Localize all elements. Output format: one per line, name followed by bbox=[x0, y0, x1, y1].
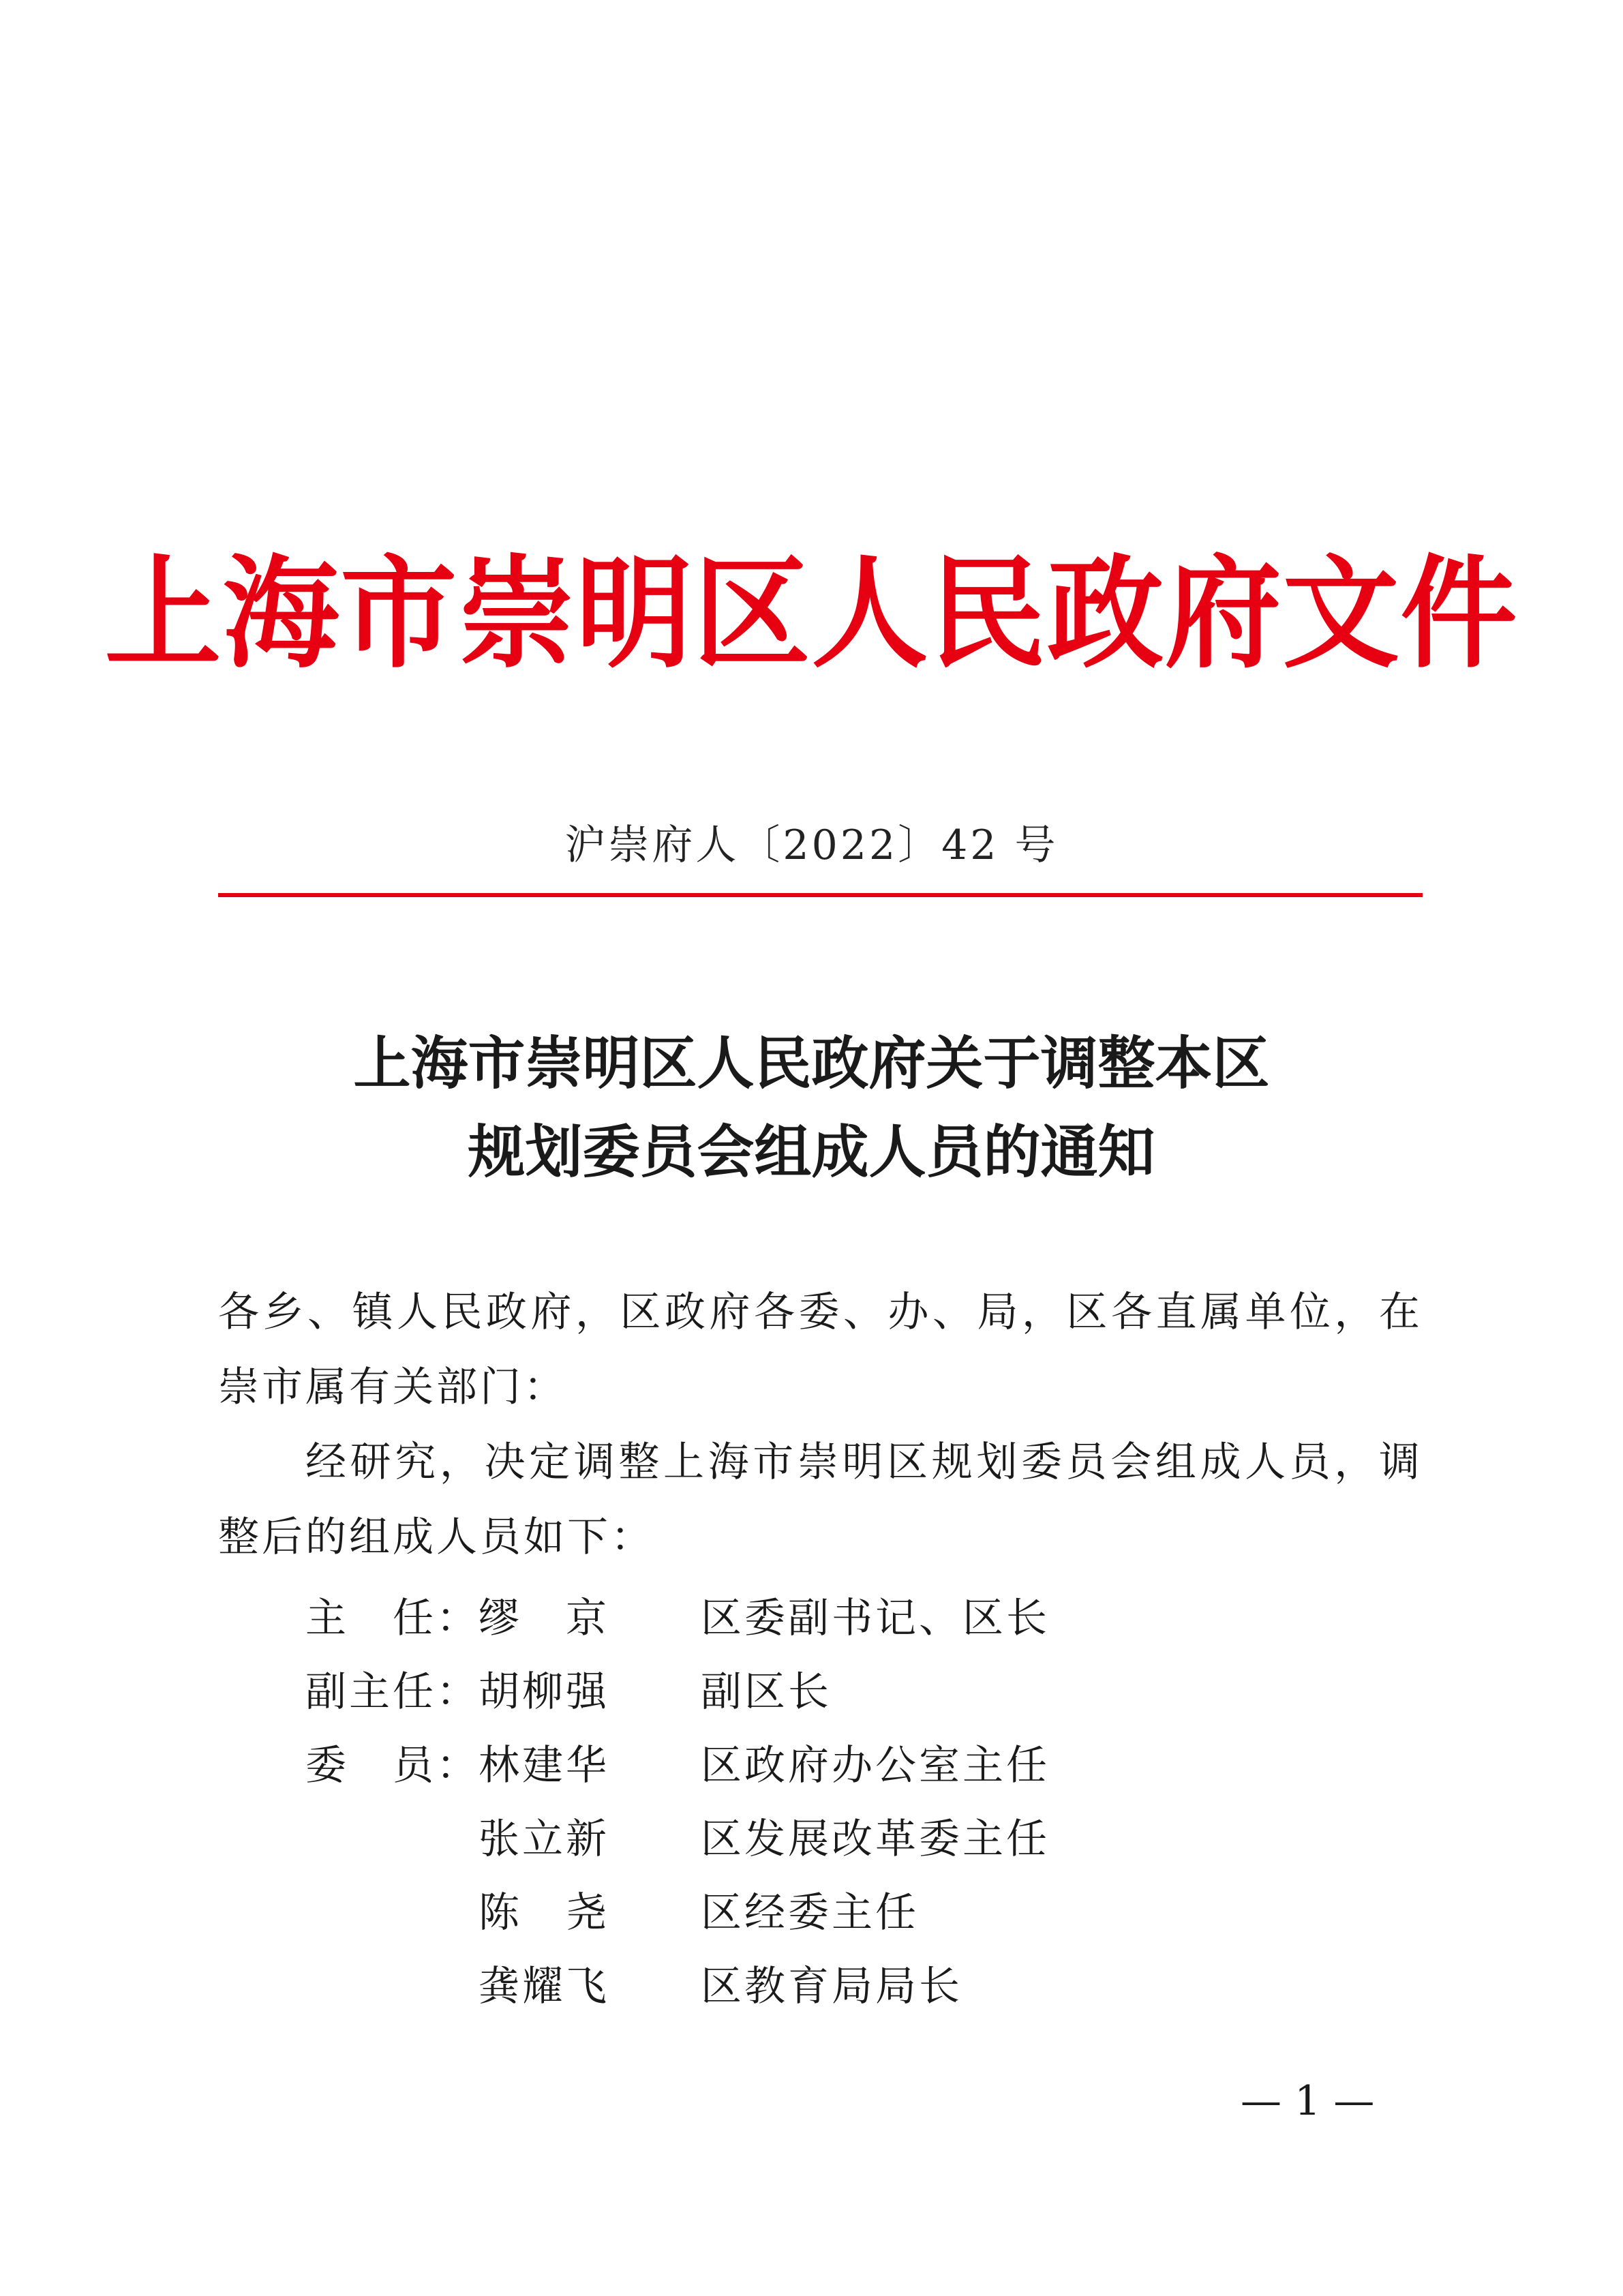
member-role: 副主任： bbox=[305, 1668, 480, 1716]
member-name: 缪 京 bbox=[479, 1595, 609, 1642]
member-row bbox=[305, 1950, 1050, 2023]
masthead-title: 上海市崇明区人民政府文件 bbox=[104, 542, 1519, 684]
member-position: 副区长 bbox=[701, 1668, 832, 1716]
member-position: 区委副书记、区长 bbox=[701, 1595, 1050, 1642]
notice-title-line-1: 上海市崇明区人民政府关于调整本区 bbox=[353, 1029, 1270, 1097]
member-role bbox=[305, 1802, 479, 1876]
member-position: 区经委主任 bbox=[701, 1889, 919, 1937]
member-role: 主 任： bbox=[305, 1595, 480, 1642]
notice-title-line-2: 规划委员会组成人员的通知 bbox=[468, 1118, 1155, 1185]
member-row bbox=[305, 1876, 1050, 1950]
page-number: — 1 — bbox=[1241, 2077, 1375, 2125]
notice-body bbox=[218, 1275, 1423, 1575]
member-name: 林建华 bbox=[479, 1742, 609, 1789]
member-list bbox=[305, 1582, 1050, 2023]
member-row bbox=[305, 1582, 1050, 1655]
member-role bbox=[305, 1950, 479, 2023]
document-number: 沪崇府人〔2022〕42 号 bbox=[564, 821, 1059, 869]
member-position: 区政府办公室主任 bbox=[701, 1742, 1050, 1789]
member-role bbox=[305, 1876, 479, 1950]
body-paragraph: 经研究，决定调整上海市崇明区规划委员会组成人员，调整后的组成人员如下： bbox=[218, 1438, 1423, 1561]
addressee-paragraph: 各乡、镇人民政府，区政府各委、办、局，区各直属单位，在崇市属有关部门： bbox=[218, 1288, 1423, 1411]
member-name: 胡柳强 bbox=[479, 1668, 609, 1716]
red-divider-line bbox=[218, 893, 1423, 897]
member-position: 区发展改革委主任 bbox=[701, 1815, 1050, 1863]
notice-title bbox=[0, 1019, 1623, 1196]
member-row bbox=[305, 1729, 1050, 1802]
member-position: 区教育局局长 bbox=[701, 1963, 962, 2010]
member-name: 龚耀飞 bbox=[479, 1963, 609, 2010]
member-row bbox=[305, 1802, 1050, 1876]
member-name: 陈 尧 bbox=[479, 1889, 609, 1937]
member-name: 张立新 bbox=[479, 1815, 609, 1863]
member-row bbox=[305, 1655, 1050, 1729]
member-role: 委 员： bbox=[305, 1742, 480, 1789]
